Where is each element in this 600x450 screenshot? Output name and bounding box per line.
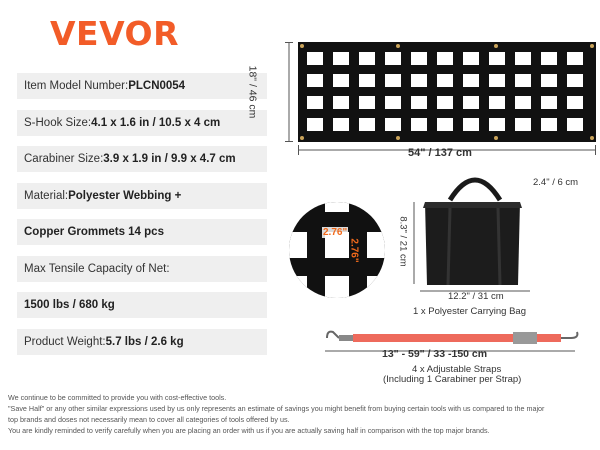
strap-caption-line1: 4 x Adjustable Straps xyxy=(412,364,502,375)
spec-value: 3.9 x 1.9 in / 9.9 x 4.7 cm xyxy=(103,153,236,165)
spec-key: Product Weight: xyxy=(24,335,106,348)
disclaimer-line: "Save Half" or any other similar expressions used by us only represents an estimate of savings you might benefit from buying certain tools with us compared to the major xyxy=(8,404,545,413)
spec-value: Polyester Webbing + xyxy=(68,189,182,202)
spec-list xyxy=(17,73,267,365)
spec-key: Carabiner Size: xyxy=(24,153,104,165)
spec-key: Material: xyxy=(24,189,69,202)
bag-caption: 1 x Polyester Carrying Bag xyxy=(413,306,526,317)
spec-row-carabiner xyxy=(17,146,267,172)
grid-height-label: 2.76" xyxy=(348,238,360,263)
strap-caption-line2: (Including 1 Carabiner per Strap) xyxy=(383,374,522,385)
disclaimer-text xyxy=(8,392,598,436)
spec-row-model xyxy=(17,73,267,99)
vevor-logo: VEVOR xyxy=(50,14,180,53)
spec-row-capacity-value xyxy=(17,292,267,318)
disclaimer-line: We continue to be committed to provide you with cost-effective tools. xyxy=(8,393,227,402)
spec-row-material-cont xyxy=(17,219,267,245)
spec-value: 5.7 lbs / 2.6 kg xyxy=(105,335,184,348)
spec-row-weight xyxy=(17,329,267,355)
net-width-label: 54" / 137 cm xyxy=(408,147,472,159)
spec-row-material xyxy=(17,183,267,209)
spec-value: 1500 lbs / 680 kg xyxy=(24,299,115,311)
disclaimer-line: You are kindly reminded to verify carefully when you are placing an order with us if you are actually saving half in comparison with the top major brands. xyxy=(8,426,490,435)
bag-height-label: 8.3" / 21 cm xyxy=(397,216,409,267)
cargo-net-image xyxy=(298,42,596,142)
adjustable-strap-image xyxy=(325,328,580,348)
spec-value: 4.1 x 1.6 in / 10.5 x 4 cm xyxy=(91,116,221,129)
net-height-label: 18" / 46 cm xyxy=(246,65,259,119)
bag-height-dimension-line xyxy=(410,202,418,284)
spec-row-shook xyxy=(17,110,267,136)
spec-key: S-Hook Size: xyxy=(24,116,92,129)
spec-key: Max Tensile Capacity of Net: xyxy=(24,262,170,275)
carrying-bag-image xyxy=(420,170,530,290)
spec-value: Copper Grommets 14 pcs xyxy=(24,226,164,238)
spec-value: PLCN0054 xyxy=(128,80,186,92)
spec-key: Item Model Number: xyxy=(24,80,129,92)
strap-length-label: 13" - 59" / 33 -150 cm xyxy=(382,348,488,360)
net-height-dimension-line xyxy=(283,42,295,142)
disclaimer-line: top brands and doses not necessarily mean to cover all categories of tools offered by us. xyxy=(8,415,290,424)
bag-width-label: 12.2" / 31 cm xyxy=(448,291,504,302)
bag-depth-label: 2.4" / 6 cm xyxy=(533,177,579,188)
grid-width-label: 2.76" xyxy=(323,227,348,238)
spec-row-capacity xyxy=(17,256,267,282)
net-closeup-image xyxy=(287,200,387,300)
